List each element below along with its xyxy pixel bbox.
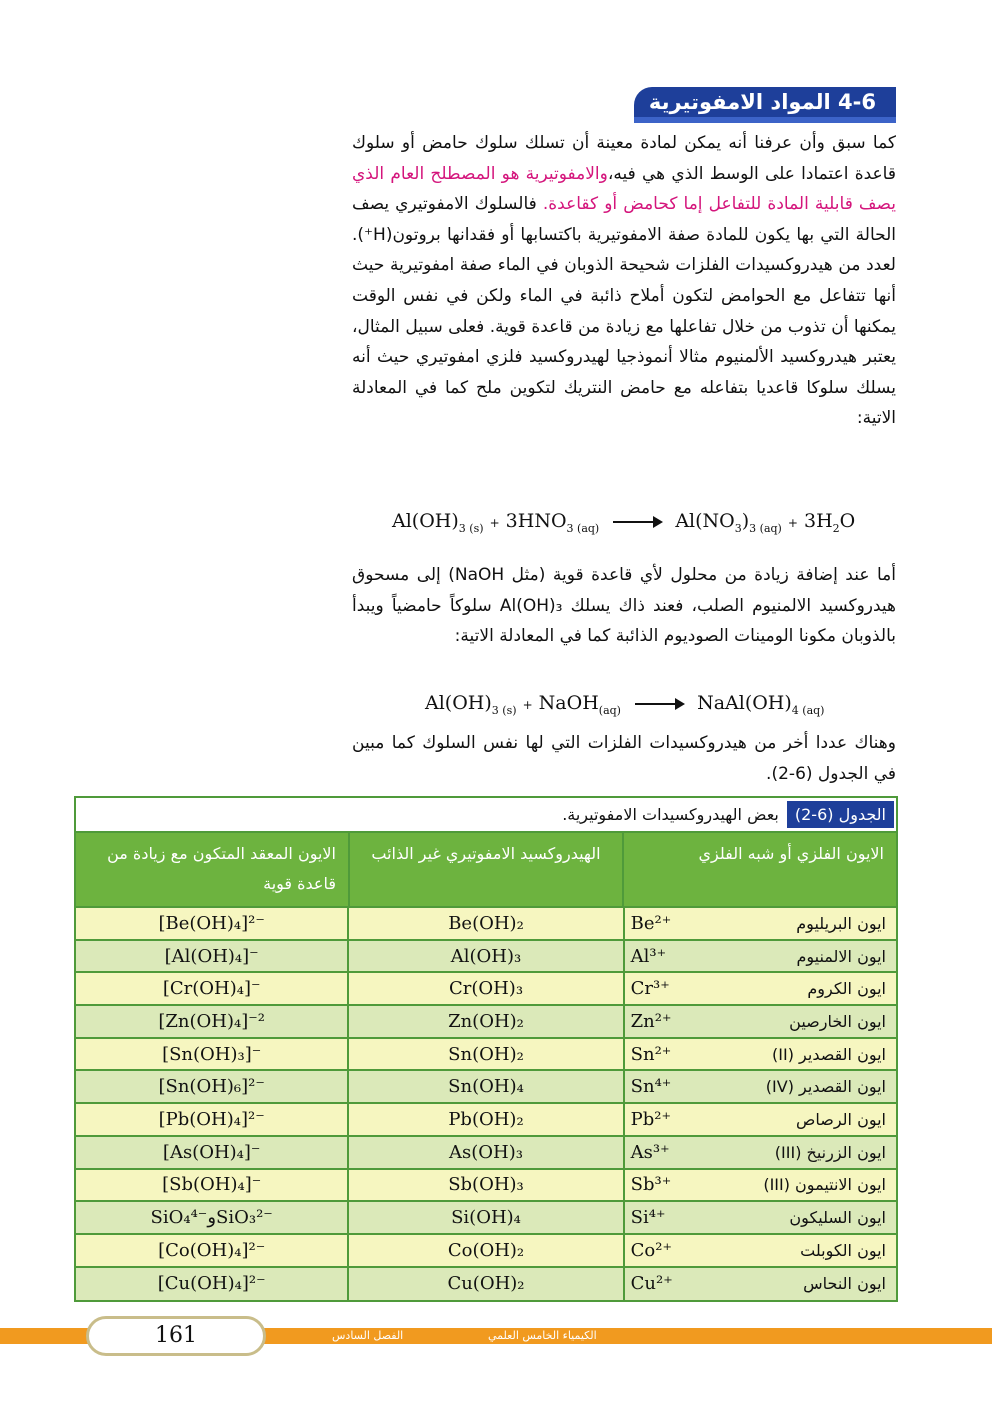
- complex-ion-formula: [Al(OH)₄]⁻: [164, 945, 259, 967]
- reaction-arrow-icon: [613, 521, 661, 523]
- eq1-product2-end: O: [839, 510, 856, 532]
- amphoteric-hydroxides-table: [74, 796, 898, 1302]
- hydroxide-formula: Si(OH)₄: [451, 1207, 521, 1229]
- hydroxide-formula: Sn(OH)₂: [448, 1043, 524, 1065]
- table-caption: [76, 798, 896, 833]
- hydroxide-formula: Zn(OH)₂: [448, 1010, 524, 1032]
- page-footer: [0, 1323, 992, 1348]
- ion-symbol: Co²⁺: [630, 1239, 672, 1261]
- amphoteric-definition: والامفوتيرية هو المصطلح العام الذي يصف قابلية المادة للتفاعل إما كحامض أو كقاعدة.: [352, 163, 896, 215]
- table-row: [76, 941, 896, 974]
- eq1-reactant1: Al(OH): [392, 510, 459, 532]
- table-row: [76, 1071, 896, 1104]
- table-number-tag: الجدول (6-2): [787, 801, 894, 828]
- ion-symbol: Pb²⁺: [630, 1108, 671, 1130]
- table-row: [76, 1104, 896, 1137]
- eq1-product1-close: ): [741, 510, 750, 532]
- complex-ion-formula: [Sn(OH)₃]⁻: [162, 1043, 262, 1065]
- ion-name: ايون الكروم: [807, 979, 886, 999]
- ion-name: ايون الزرنيخ (III): [774, 1142, 886, 1162]
- table-header-row: [76, 833, 896, 908]
- page-number: 161: [86, 1316, 266, 1356]
- hydroxide-formula: Cr(OH)₃: [448, 978, 524, 1000]
- complex-ion-formula: [Cr(OH)₄]⁻: [162, 978, 261, 1000]
- ion-name: ايون الرصاص: [796, 1109, 886, 1129]
- complex-ion-formula: [Pb(OH)₄]²⁻: [158, 1108, 265, 1130]
- section-header: [634, 87, 896, 123]
- ion-name: ايون الخارصين: [789, 1011, 886, 1031]
- ion-symbol: Sn²⁺: [630, 1043, 672, 1065]
- ion-symbol: Sb³⁺: [630, 1174, 672, 1196]
- eq2-product: NaAl(OH): [697, 692, 792, 714]
- ion-symbol: Cu²⁺: [630, 1273, 673, 1295]
- eq2-product-sub: 4 (aq): [791, 703, 825, 717]
- eq1-reactant1-sub: 3 (s): [458, 521, 484, 535]
- table-row: [76, 1170, 896, 1203]
- hydroxide-formula: Sb(OH)₃: [448, 1174, 524, 1196]
- table-body: [76, 908, 896, 1300]
- hydroxide-formula: Pb(OH)₂: [448, 1108, 524, 1130]
- ion-symbol: Sn⁴⁺: [630, 1076, 672, 1098]
- section-title: 4-6 المواد الامفوتيرية: [648, 90, 876, 114]
- ion-symbol: Si⁴⁺: [630, 1207, 666, 1229]
- header-complex-ion: الايون المعقد المتكون مع زيادة من قاعدة قوية: [107, 844, 336, 893]
- intro-paragraph: [352, 128, 896, 434]
- base-paragraph: أما عند إضافة زيادة من محلول لأي قاعدة قوية (مثل NaOH) إلى مسحوق هيدروكسيد الالمنيوم الصلب، فعند ذاك يسلك Al(OH)₃ سلوكاً حامضياً ويبدأ بالذوبان مكونا الومينات الصوديوم الذائبة كما في المعادلة الاتية:: [352, 565, 897, 647]
- ion-name: ايون النحاس: [803, 1274, 886, 1294]
- eq1-product2: 3H: [804, 510, 833, 532]
- eq1-plus2: +: [787, 516, 798, 530]
- ion-name: ايون الانتيمون (III): [763, 1175, 886, 1195]
- complex-ion-formula: [Cu(OH)₄]²⁻: [157, 1273, 266, 1295]
- hydroxide-formula: Al(OH)₃: [450, 945, 522, 967]
- ion-name: ايون القصدير (II): [772, 1044, 886, 1064]
- intro-continued: فالسلوك الامفوتيري يصف الحالة التي بها يكون للمادة صفة الامفوتيرية باكتسابها أو فقدانها بروتون(H⁺). لعدد من هيدروكسيدات الفلزات شحيحة الذوبان في الماء صفة امفوتيرية حيث أنها تتفاعل مع الحوامض لتكون أملاح ذائبة في الماء ولكن في نفس الوقت يمكنها أن تذوب من خلال تفاعلها مع زيادة من قاعدة قوية. فعلى سبيل المثال، يعتبر هيدروكسيد الألمنيوم مثالا أنموذجيا لهيدروكسيد فلزي امفوتيري حيث أنه يسلك سلوكا قاعديا بتفاعله مع حامض النتريك لتكوين ملح كما في المعادلة الاتية:: [352, 194, 896, 429]
- complex-ion-formula: [Sb(OH)₄]⁻: [162, 1174, 262, 1196]
- hydroxide-formula: Be(OH)₂: [448, 912, 524, 934]
- equation-sodium-hydroxide: [425, 692, 824, 717]
- ion-name: ايون الالمنيوم: [796, 946, 886, 966]
- ion-symbol: As³⁺: [630, 1141, 670, 1163]
- complex-ion-formula: [Co(OH)₄]²⁻: [158, 1239, 266, 1261]
- ion-name: ايون البريليوم: [796, 913, 886, 933]
- hydroxide-formula: Co(OH)₂: [447, 1239, 525, 1261]
- table-row: [76, 973, 896, 1006]
- eq1-product1: Al(NO: [675, 510, 735, 532]
- hydroxide-formula: As(OH)₃: [449, 1141, 523, 1163]
- table-row: [76, 1235, 896, 1268]
- table-row: [76, 1137, 896, 1170]
- eq1-reactant2-sub: 3 (aq): [566, 521, 600, 535]
- ion-symbol: Cr³⁺: [630, 978, 670, 1000]
- complex-ion-formula: [Be(OH)₄]²⁻: [158, 912, 265, 934]
- eq1-reactant2: 3HNO: [505, 510, 567, 532]
- hydroxide-formula: Cu(OH)₂: [447, 1273, 525, 1295]
- complex-ion-formula: SiO₄⁴⁻وSiO₃²⁻: [150, 1207, 273, 1229]
- ion-symbol: Be²⁺: [630, 912, 672, 934]
- eq1-product2-sub: 2: [832, 521, 840, 535]
- eq1-plus: +: [489, 516, 500, 530]
- eq2-plus: +: [522, 698, 533, 712]
- header-metal-ion: الايون الفلزي أو شبه الفلزي: [622, 833, 896, 906]
- reaction-arrow-icon: [635, 703, 683, 705]
- footer-chapter: الفصل السادس: [332, 1329, 404, 1342]
- ion-symbol: Al³⁺: [630, 945, 667, 967]
- table-row: [76, 1006, 896, 1039]
- ion-symbol: Zn²⁺: [630, 1010, 672, 1032]
- table-row: [76, 1202, 896, 1235]
- eq2-reactant1-sub: 3 (s): [491, 703, 517, 717]
- eq2-reactant2-sub: (aq): [598, 703, 621, 717]
- hydroxide-formula: Sn(OH)₄: [448, 1076, 524, 1098]
- complex-ion-formula: [As(OH)₄]⁻: [162, 1141, 261, 1163]
- complex-ion-formula: [Sn(OH)₆]²⁻: [158, 1076, 265, 1098]
- ion-name: ايون السليكون: [789, 1208, 886, 1228]
- table-row: [76, 1039, 896, 1072]
- table-row: [76, 908, 896, 941]
- intro-text: كما سبق وأن عرفنا أنه يمكن لمادة معينة أن تسلك سلوك حامض أو سلوك قاعدة اعتمادا على الوسط الذي هي فيه،: [352, 133, 896, 184]
- eq2-reactant1: Al(OH): [425, 692, 492, 714]
- complex-ion-formula: [Zn(OH)₄]⁻²: [158, 1010, 265, 1032]
- ion-name: ايون القصدير (IV): [765, 1077, 886, 1097]
- header-hydroxide: الهيدروكسيد الامفوتيري غير الذائب: [348, 833, 622, 906]
- eq2-reactant2: NaOH: [538, 692, 599, 714]
- eq1-product1-state: 3 (aq): [749, 521, 782, 535]
- footer-book-title: الكيمياء الخامس العلمي: [488, 1329, 597, 1342]
- ion-name: ايون الكوبلت: [800, 1240, 886, 1260]
- equation-nitric-acid: [392, 510, 855, 535]
- table-row: [76, 1268, 896, 1301]
- table-caption-text: بعض الهيدروكسيدات الامفوتيرية.: [562, 805, 779, 824]
- eq1-product1-sub: 3: [734, 521, 742, 535]
- table-intro-paragraph: وهناك عددا أخر من هيدروكسيدات الفلزات التي لها نفس السلوك كما مبين في الجدول (6-2).: [352, 733, 896, 784]
